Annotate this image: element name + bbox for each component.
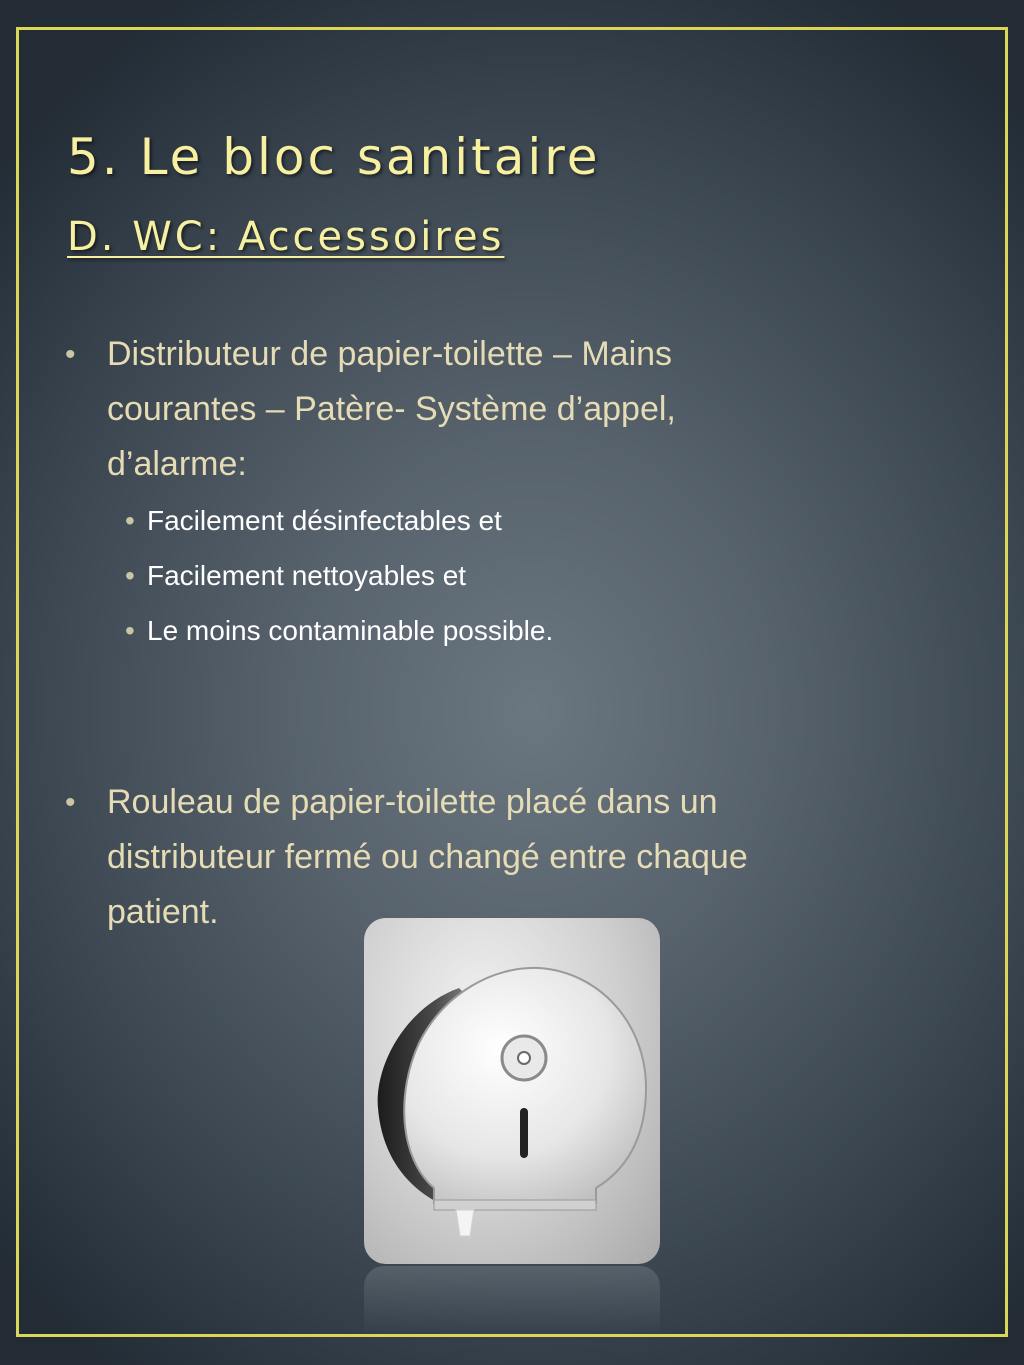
slide-title: 5. Le bloc sanitaire <box>67 128 601 186</box>
bullet-line: courantes – Patère- Système d’appel, <box>107 390 676 428</box>
bullet-line: patient. <box>107 893 219 931</box>
dispenser-photo <box>364 918 660 1264</box>
slide-subtitle: D. WC: Accessoires <box>67 214 505 260</box>
sub-bullet-desinfectables <box>125 505 502 537</box>
sub-bullet-nettoyables <box>125 560 467 592</box>
bullet-line: Distributeur de papier-toilette – Mains <box>107 335 673 373</box>
bullet-marker: • <box>65 786 76 819</box>
toilet-paper-dispenser-icon <box>364 918 660 1264</box>
bullet-marker: • <box>125 560 135 591</box>
bullet-rouleau <box>65 775 927 940</box>
bullet-line: d’alarme: <box>107 445 247 483</box>
sub-bullet-text: Le moins contaminable possible. <box>147 615 554 646</box>
bullet-line: Rouleau de papier-toilette placé dans un <box>107 783 718 821</box>
bullet-marker: • <box>125 505 135 536</box>
bullet-marker: • <box>65 338 76 371</box>
bullet-line: distributeur fermé ou changé entre chaque <box>107 838 748 876</box>
bullet-distributeur <box>65 327 927 492</box>
bullet-marker: • <box>125 615 135 646</box>
sub-bullet-text: Facilement désinfectables et <box>147 505 502 536</box>
sub-bullet-text: Facilement nettoyables et <box>147 560 467 591</box>
sub-bullet-contaminable <box>125 615 554 647</box>
dispenser-reflection <box>364 1266 660 1336</box>
